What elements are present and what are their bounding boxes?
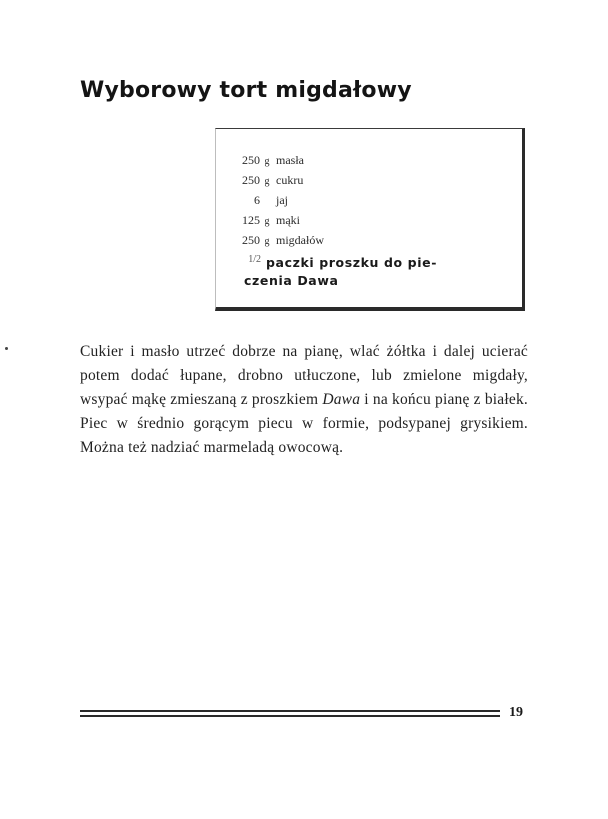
footer-double-rule — [80, 710, 500, 719]
footer-rule-line-top — [80, 710, 500, 712]
ingredient-quantity-half: 1/2 — [248, 254, 261, 265]
ingredients-list — [236, 153, 516, 290]
page-number: 19 — [509, 705, 523, 720]
ingredient-row — [236, 233, 516, 253]
instructions-text-part1: Cukier i masło utrzeć dobrze na pianę, wlać żółtka i dalej ucierać potem dodać łupane, drobno utłuczone, lub zmielone migdały, wsypać mąkę zmieszaną z proszkiem — [80, 343, 528, 408]
ingredient-baking-powder-line2: czenia Dawa — [244, 273, 339, 288]
ingredient-name: mąki — [276, 213, 300, 227]
brand-name-dawa: Dawa — [322, 391, 361, 408]
ingredient-row-baking-powder — [236, 254, 516, 290]
instructions-paragraph — [80, 340, 528, 460]
ingredient-name: cukru — [276, 173, 304, 187]
ingredient-quantity: 250 — [242, 233, 260, 247]
ingredient-unit: g — [264, 236, 270, 247]
ingredient-name: masła — [276, 153, 304, 167]
ingredient-quantity: 250 — [242, 153, 260, 167]
recipe-title: Wyborowy tort migdałowy — [80, 78, 412, 103]
ingredient-quantity: 125 — [242, 213, 260, 227]
ingredient-name: migdałów — [276, 233, 324, 247]
ingredient-unit: g — [264, 216, 270, 227]
print-speck — [5, 347, 8, 350]
ingredient-unit: g — [264, 176, 270, 187]
ingredient-quantity: 6 — [254, 193, 260, 207]
ingredient-row — [236, 213, 516, 233]
ingredient-baking-powder-line1: paczki proszku do pie- — [266, 255, 437, 270]
footer-rule-line-bottom — [80, 715, 500, 717]
recipe-instructions — [80, 340, 528, 460]
instructions-text-part2: i na końcu pianę z białek. Piec w średnio gorącym piecu w formie, podsypanej grysikiem. Można też nadziać marmeladą owocową. — [80, 391, 528, 456]
ingredient-name: jaj — [276, 193, 288, 207]
ingredient-row — [236, 173, 516, 193]
ingredients-box — [215, 128, 525, 311]
ingredient-quantity: 250 — [242, 173, 260, 187]
ingredient-row — [236, 193, 516, 213]
ingredient-unit: g — [264, 156, 270, 167]
ingredient-row — [236, 153, 516, 173]
